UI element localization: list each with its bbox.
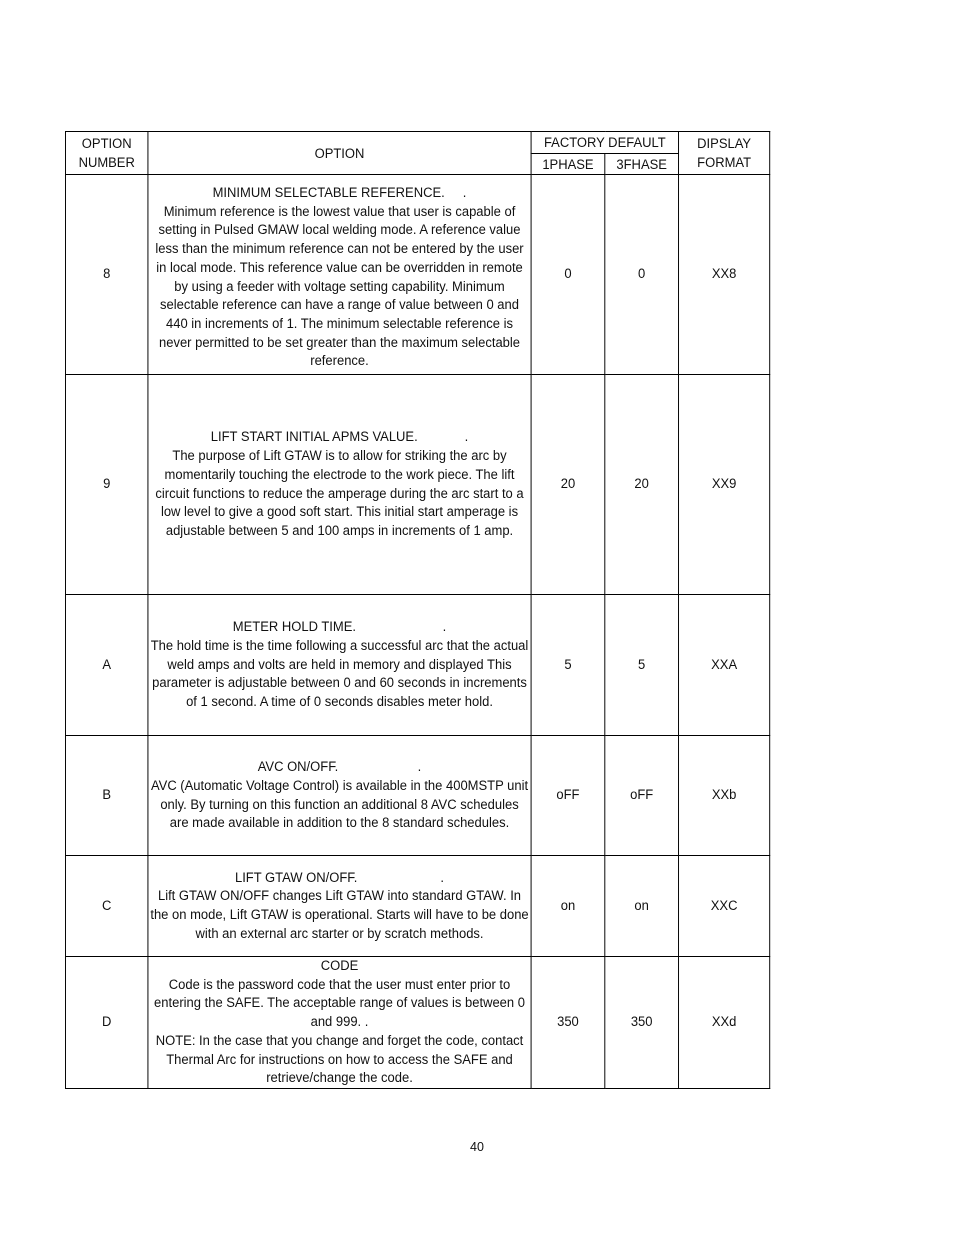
display-format-cell: XX8	[679, 175, 770, 375]
option-number-cell: D	[65, 957, 147, 1089]
option-title: LIFT START INITIAL APMS VALUE. .	[210, 429, 469, 445]
option-description-cell	[148, 595, 531, 736]
header-factory-default: FACTORY DEFAULT	[531, 132, 678, 154]
default-1phase-cell: 0	[531, 175, 605, 375]
default-1phase-cell: 5	[531, 595, 605, 736]
display-format-cell: XXb	[679, 736, 770, 856]
table-row	[65, 957, 769, 1089]
option-title: METER HOLD TIME. .	[232, 619, 447, 635]
header-1phase: 1PHASE	[531, 154, 605, 175]
table-row	[65, 375, 769, 595]
option-body: Minimum reference is the lowest value that user is capable of setting in Pulsed GMAW local welding mode. A reference value less than the minimum reference can not be entered by the user in local mode. This reference value can be overridden in remote by using a feeder with voltage setting capability. Minimum selectable reference can have a range of value between 0 and 440 in increments of 1. The minimum selectable reference is never permitted to be set greater than the maximum selectable reference.	[155, 203, 524, 369]
default-1phase-cell: 350	[531, 957, 605, 1089]
option-description-cell	[148, 736, 531, 856]
table-row	[65, 595, 769, 736]
page-number: 40	[470, 1140, 484, 1154]
option-number-cell: C	[65, 856, 147, 957]
default-3phase-cell: on	[605, 856, 679, 957]
option-body: Code is the password code that the user must enter prior to entering the SAFE. The acceptable range of values is between 0 and 999. . NOTE: In the case that you change and forget the code, contact Thermal Arc for instructions on how to access the SAFE and retrieve/change the code.	[154, 976, 525, 1086]
options-table	[65, 131, 770, 1089]
option-body: Lift GTAW ON/OFF changes Lift GTAW into standard GTAW. In the on mode, Lift GTAW is operational. Starts will have to be done with an external arc starter or by scratch methods.	[150, 888, 529, 941]
default-3phase-cell: 0	[605, 175, 679, 375]
option-description-cell	[148, 375, 531, 595]
option-description-cell	[148, 175, 531, 375]
option-description-cell	[148, 856, 531, 957]
option-title: CODE	[320, 958, 359, 974]
option-title: LIFT GTAW ON/OFF. .	[234, 869, 445, 885]
option-title: MINIMUM SELECTABLE REFERENCE. .	[212, 184, 467, 200]
option-body: The purpose of Lift GTAW is to allow for striking the arc by momentarily touching the electrode to the work piece. The lift circuit functions to reduce the amperage during the arc start to a low level to give a good soft start. This initial start amperage is adjustable between 5 and 100 amps in increments of 1 amp.	[155, 448, 524, 538]
option-number-cell: A	[65, 595, 147, 736]
display-format-cell: XX9	[679, 375, 770, 595]
default-3phase-cell: 20	[605, 375, 679, 595]
header-option-number: OPTION NUMBER	[65, 132, 147, 175]
display-format-cell: XXC	[679, 856, 770, 957]
option-body: AVC (Automatic Voltage Control) is available in the 400MSTP unit only. By turning on this function an additional 8 AVC schedules are made available in addition to the 8 standard schedules.	[150, 777, 529, 831]
default-1phase-cell: 20	[531, 375, 605, 595]
table-row	[65, 856, 769, 957]
table-row	[65, 736, 769, 856]
header-3phase: 3FHASE	[605, 154, 679, 175]
default-3phase-cell: oFF	[605, 736, 679, 856]
option-title: AVC ON/OFF. .	[257, 759, 422, 775]
option-body: The hold time is the time following a successful arc that the actual weld amps and volts are held in memory and displayed This parameter is adjustable between 0 and 60 seconds in increments of 1 second. A time of 0 seconds disables meter hold.	[150, 637, 529, 710]
option-description-cell	[148, 957, 531, 1089]
default-1phase-cell: on	[531, 856, 605, 957]
option-number-cell: 9	[65, 375, 147, 595]
table-row	[65, 175, 769, 375]
default-3phase-cell: 5	[605, 595, 679, 736]
option-number-cell: B	[65, 736, 147, 856]
header-display-format: DIPSLAY FORMAT	[679, 132, 770, 175]
default-1phase-cell: oFF	[531, 736, 605, 856]
display-format-cell: XXA	[679, 595, 770, 736]
display-format-cell: XXd	[679, 957, 770, 1089]
header-option: OPTION	[148, 132, 531, 175]
default-3phase-cell: 350	[605, 957, 679, 1089]
option-number-cell: 8	[65, 175, 147, 375]
